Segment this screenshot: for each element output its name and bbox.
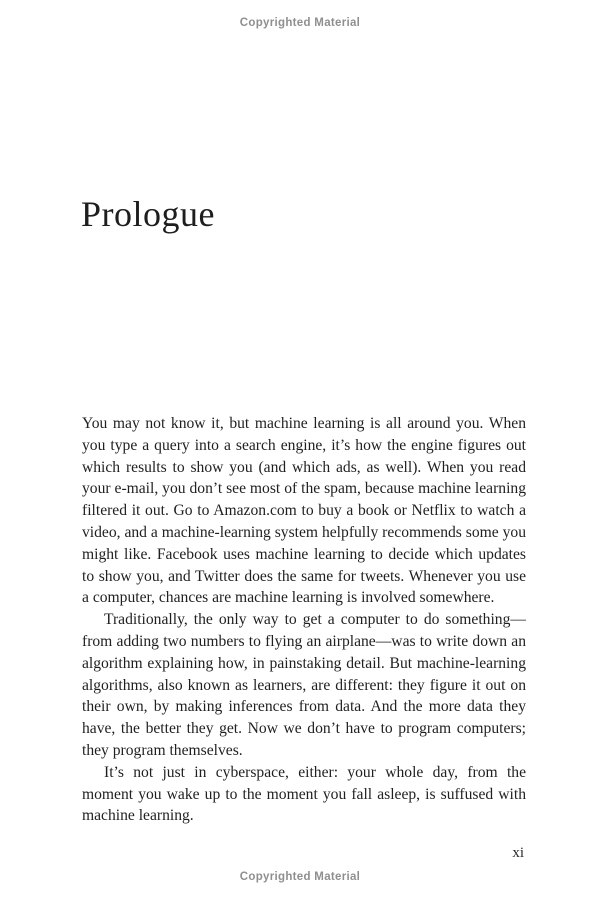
paragraph: Traditionally, the only way to get a computer to do something—from adding two numbers to flying an airplane—was to write down an algorithm explaining how, in painstaking detail. But machine-learning algorithms, also known as learners, are different: they figure it out on their own, by making inferences from data. And the more data they have, the better they get. Now we don’t have to program computers; they program themselves. [82, 611, 526, 759]
paragraph: You may not know it, but machine learning is all around you. When you type a query into a search engine, it’s how the engine figures out which results to show you (and which ads, as well). When you read your e-mail, you don’t see most of the spam, because machine learning filtered it out. Go to Amazon.com to buy a book or Netflix to watch a video, and a machine-learning system helpfully recommends some you might like. Facebook uses machine learning to decide which updates to show you, and Twitter does the same for tweets. Whenever you use a computer, chances are machine learning is involved somewhere. [82, 415, 526, 607]
copyright-notice-bottom: Copyrighted Material [239, 871, 361, 883]
chapter-title: Prologue [81, 194, 215, 234]
body-text [82, 413, 526, 827]
page-number: xi [512, 845, 524, 861]
copyright-notice-top: Copyrighted Material [239, 17, 361, 29]
paragraph: It’s not just in cyberspace, either: your whole day, from the moment you wake up to the moment you fall asleep, is suffused with machine learning. [82, 763, 526, 825]
